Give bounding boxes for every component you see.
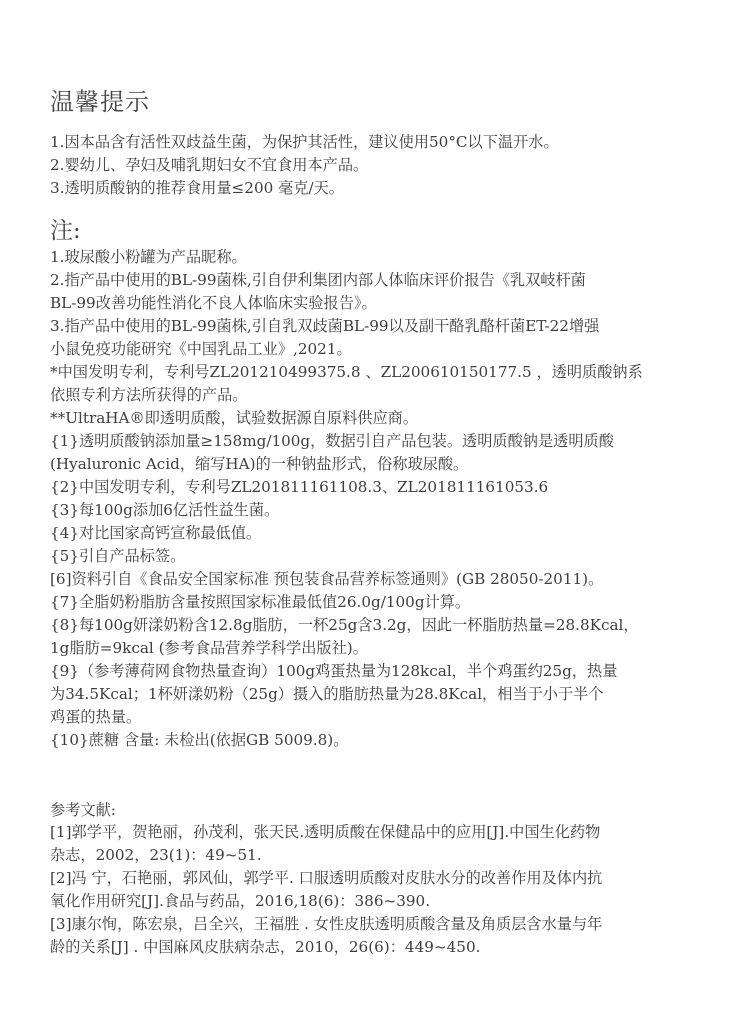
note-line: {3}每100g添加6亿活性益生菌。 <box>50 501 280 519</box>
note-line: **UltraHA®即透明质酸，试验数据源自原料供应商。 <box>50 409 419 427</box>
note-line: 3.指产品中使用的BL-99菌株,引自乳双歧菌BL-99以及副干酪乳酪杆菌ET-22增强 <box>50 317 600 335</box>
references-heading: 参考文献: <box>50 801 116 819</box>
reference-line: 杂志，2002，23(1)：49~51. <box>50 846 262 864</box>
note-line: {2}中国发明专利，专利号ZL201811161108.3、ZL201811161053.6 <box>50 478 549 496</box>
tip-line: 3.透明质酸钠的推荐食用量≤200 毫克/天。 <box>50 179 344 197</box>
tip-line: 2.婴幼儿、孕妇及哺乳期妇女不宜食用本产品。 <box>50 156 369 174</box>
note-line: 鸡蛋的热量。 <box>50 708 142 726</box>
note-line: 依照专利方法所获得的产品。 <box>50 386 248 404</box>
tips-heading: 温馨提示 <box>50 88 150 116</box>
tip-line: 1.因本品含有活性双歧益生菌，为保护其活性，建议使用50°C以下温开水。 <box>50 133 559 151</box>
references-list <box>50 821 710 959</box>
note-line: BL-99改善功能性消化不良人体临床实验报告》。 <box>50 294 377 312</box>
note-line: 1.玻尿酸小粉罐为产品昵称。 <box>50 248 247 266</box>
note-line: {8}每100g妍漾奶粉含12.8g脂肪，一杯25g含3.2g，因此一杯脂肪热量=28.8Kcal， <box>50 616 639 634</box>
reference-line: [3]康尔恂，陈宏泉，吕全兴，王福胜 . 女性皮肤透明质酸含量及角质层含水量与年 <box>50 915 603 933</box>
reference-line: 氧化作用研究[J].食品与药品，2016,18(6)：386~390. <box>50 892 431 910</box>
reference-line: 龄的关系[J] . 中国麻风皮肤病杂志，2010，26(6)：449~450. <box>50 938 481 956</box>
notes-heading: 注: <box>50 218 81 244</box>
note-line: {9}（参考薄荷网食物热量查询）100g鸡蛋热量为128kcal，半个鸡蛋约25g，热量 <box>50 662 618 680</box>
note-line: 1g脂肪=9kcal (参考食品营养学科学出版社)。 <box>50 639 368 657</box>
note-line: [6]资料引自《食品安全国家标准 预包装食品营养标签通则》(GB 28050-2011)。 <box>50 570 604 588</box>
note-line: {4}对比国家高钙宣称最低值。 <box>50 524 262 542</box>
reference-line: [1]郭学平，贺艳丽，孙茂利，张天民.透明质酸在保健品中的应用[J].中国生化药物 <box>50 823 601 841</box>
note-line: *中国发明专利，专利号ZL201210499375.8 、ZL200610150177.5 ，透明质酸钠系 <box>50 363 643 381</box>
note-line: {5}引自产品标签。 <box>50 547 186 565</box>
reference-line: [2]冯 宁，石艳丽，郭风仙，郭学平. 口服透明质酸对皮肤水分的改善作用及体内抗 <box>50 869 603 887</box>
notes-list <box>50 246 710 752</box>
note-line: {10}蔗糖 含量: 未检出(依据GB 5009.8)。 <box>50 731 349 749</box>
note-line: {1}透明质酸钠添加量≥158mg/100g，数据引自产品包装。透明质酸钠是透明质酸 <box>50 432 614 450</box>
note-line: 为34.5Kcal；1杯妍漾奶粉（25g）摄入的脂肪热量为28.8Kcal，相当于小于半个 <box>50 685 604 703</box>
note-line: 2.指产品中使用的BL-99菌株,引自伊利集团内部人体临床评价报告《乳双岐杆菌 <box>50 271 586 289</box>
note-line: {7}全脂奶粉脂肪含量按照国家标准最低值26.0g/100g计算。 <box>50 593 471 611</box>
note-line: (Hyaluronic Acid，缩写HA)的一种钠盐形式，俗称玻尿酸。 <box>50 455 469 473</box>
tips-list <box>50 131 710 200</box>
note-line: 小鼠免疫功能研究《中国乳品工业》,2021。 <box>50 340 352 358</box>
